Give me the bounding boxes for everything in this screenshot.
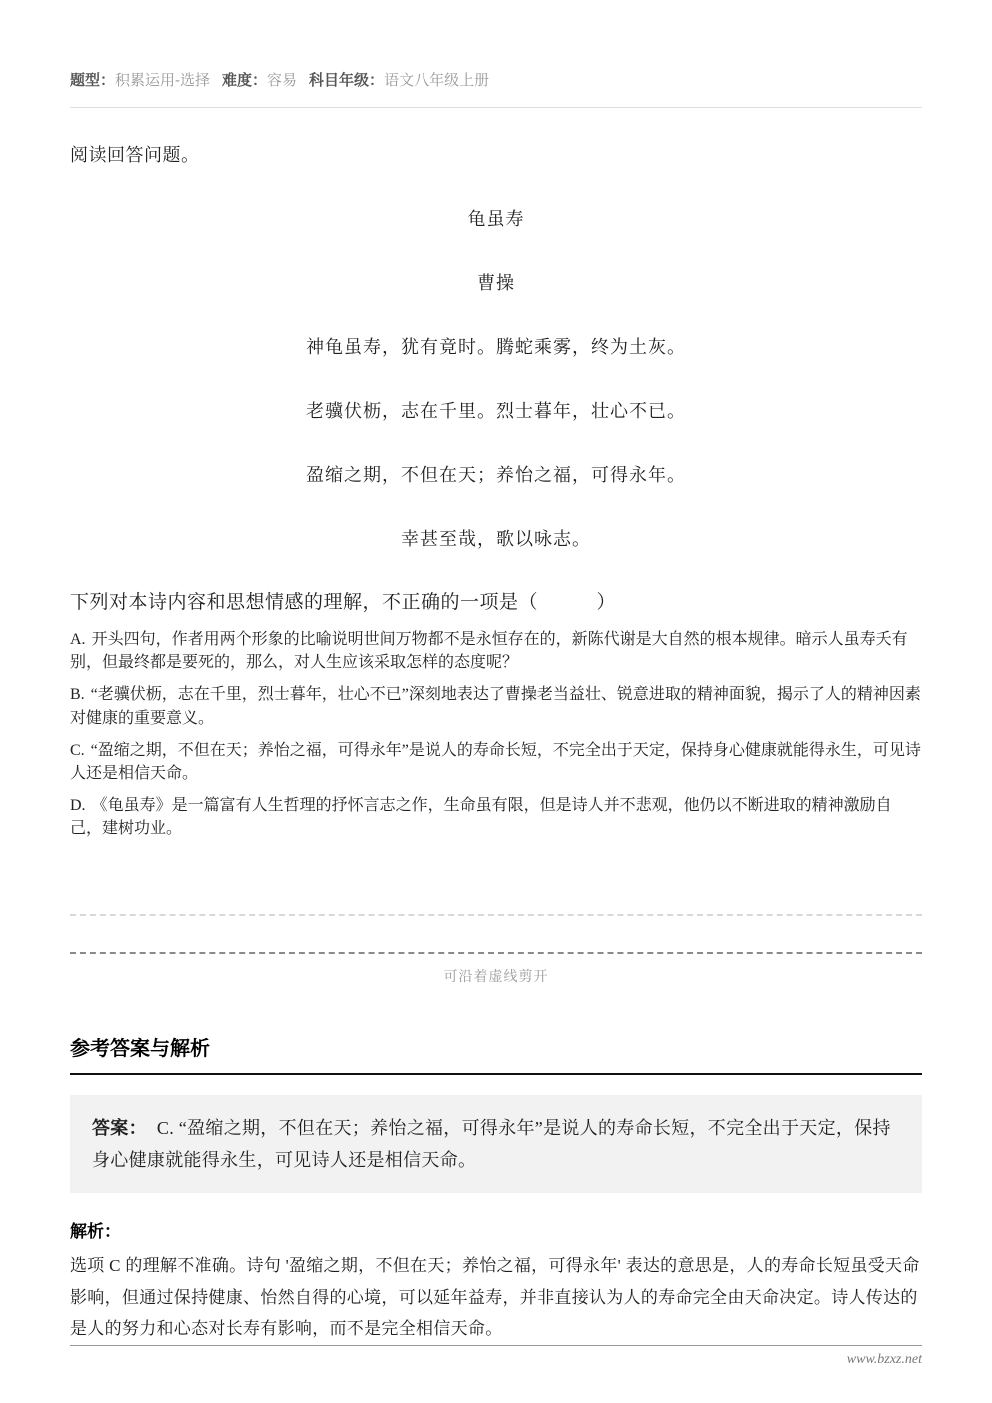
cut-line-dark xyxy=(70,952,922,954)
poem-block xyxy=(70,167,922,551)
question-meta-bar xyxy=(70,72,922,90)
page-footer xyxy=(70,1345,922,1368)
poem-author: 曹操 xyxy=(477,273,515,293)
poem-title: 龟虽寿 xyxy=(467,209,525,229)
option-d xyxy=(70,794,922,840)
answer-section-title: 参考答案与解析 xyxy=(70,1032,922,1075)
option-b xyxy=(70,683,922,729)
site-url: www.bzxz.net xyxy=(846,1351,922,1367)
question-type-value: 积累运用-选择 xyxy=(115,72,211,89)
difficulty-value: 容易 xyxy=(267,72,298,89)
answer-section xyxy=(70,986,922,1345)
subject-grade-label: 科目年级： xyxy=(309,72,385,89)
poem-line: 幸甚至哉，歌以咏志。 xyxy=(401,529,591,549)
question-intro: 阅读回答问题。 xyxy=(70,145,200,165)
question-stem: 下列对本诗内容和思想情感的理解，不正确的一项是（ ） xyxy=(70,592,617,613)
poem-line: 神龟虽寿，犹有竟时。腾蛇乘雾，终为土灰。 xyxy=(306,337,686,357)
answer-label: 答案： xyxy=(92,1117,147,1138)
option-a-label: A. xyxy=(70,631,86,648)
analysis-label: 解析： xyxy=(70,1222,121,1242)
difficulty-label: 难度： xyxy=(222,72,268,89)
option-d-text: 《龟虽寿》是一篇富有人生哲理的抒怀言志之作，生命虽有限，但是诗人并不悲观，他仍以不断进取的精神激励自己，建树功业。 xyxy=(70,797,892,838)
poem-line: 盈缩之期，不但在天；养怡之福，可得永年。 xyxy=(306,465,686,485)
answer-text: C. “盈缩之期，不但在天；养怡之福，可得永年”是说人的寿命长短，不完全出于天定，保持身心健康就能得永生，可见诗人还是相信天命。 xyxy=(92,1117,891,1170)
cut-line-light xyxy=(70,914,922,916)
poem-line: 老骥伏枥，志在千里。烈士暮年，壮心不已。 xyxy=(306,401,686,421)
cut-divider xyxy=(70,914,922,986)
option-c-label: C. xyxy=(70,741,85,759)
subject-grade-value: 语文八年级上册 xyxy=(384,72,490,89)
option-b-text: “老骥伏枥，志在千里，烈士暮年，壮心不已”深刻地表达了曹操老当益壮、锐意进取的精神面貌，揭示了人的精神因素对健康的重要意义。 xyxy=(70,686,921,727)
analysis-text: 选项 C 的理解不准确。诗句 '盈缩之期，不但在天；养怡之福，可得永年' 表达的意思是，人的寿命长短虽受天命影响，但通过保持健康、怡然自得的心境，可以延年益寿，并非直接认为人的寿命完全由天命决定。诗人传达的是人的努力和心态对长寿有影响，而不是完全相信天命。 xyxy=(70,1256,920,1339)
option-a-text: 开头四句，作者用两个形象的比喻说明世间万物都不是永恒存在的，新陈代谢是大自然的根本规律。暗示人虽寿夭有别，但最终都是要死的，那么，对人生应该采取怎样的态度呢？ xyxy=(70,631,908,672)
option-a xyxy=(70,628,922,674)
option-d-label: D. xyxy=(70,797,86,815)
option-c xyxy=(70,739,922,785)
question-type-label: 题型： xyxy=(70,72,116,89)
options-list xyxy=(70,628,922,850)
option-b-label: B. xyxy=(70,686,85,704)
answer-box xyxy=(70,1095,922,1194)
cut-note: 可沿着虚线剪开 xyxy=(443,969,549,985)
option-c-text: “盈缩之期，不但在天；养怡之福，可得永年”是说人的寿命长短，不完全出于天定，保持身心健康就能得永生，可见诗人还是相信天命。 xyxy=(70,741,921,782)
meta-divider xyxy=(70,107,922,108)
footer-divider xyxy=(70,1345,922,1346)
